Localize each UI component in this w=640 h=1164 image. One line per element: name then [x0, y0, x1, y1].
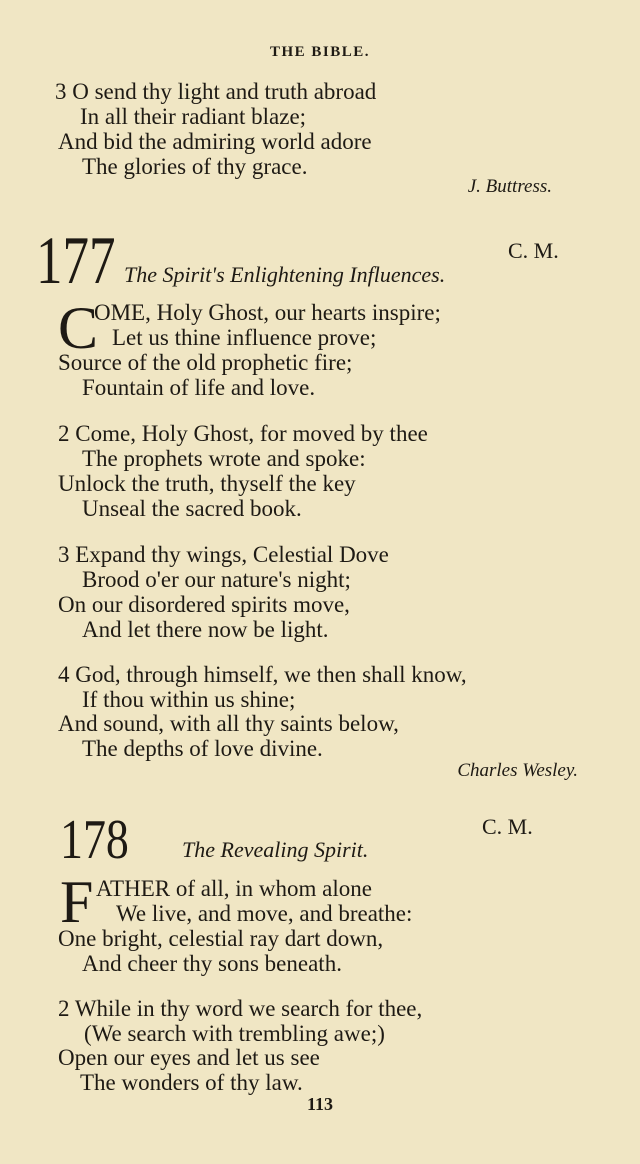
verse-line: And cheer thy sons beneath. [82, 951, 342, 976]
verse-line: Fountain of life and love. [82, 375, 316, 400]
verse-line: 2 Come, Holy Ghost, for moved by thee [58, 421, 428, 446]
verse-line: On our disordered spirits move, [58, 592, 350, 617]
verse-line: OME, Holy Ghost, our hearts inspire; [94, 300, 441, 325]
verse-line: The wonders of thy law. [80, 1070, 303, 1095]
verse-line: Source of the old prophetic fire; [58, 350, 353, 375]
verse-line: The prophets wrote and spoke: [82, 446, 366, 471]
verse-line: And sound, with all thy saints below, [58, 711, 399, 736]
verse-line: Let us thine influence prove; [112, 325, 377, 350]
verse-line: One bright, celestial ray dart down, [58, 926, 384, 951]
drop-cap: F [60, 869, 94, 935]
verse-line: And bid the admiring world adore [58, 129, 372, 154]
verse-line: 4 God, through himself, we then shall know, [58, 662, 467, 687]
verse-line: The depths of love divine. [82, 736, 323, 761]
hymn-number: 178 [60, 809, 129, 871]
drop-cap: C [58, 295, 99, 361]
verse-line: Open our eyes and let us see [58, 1045, 320, 1070]
verse-line: 3 O send thy light and truth abroad [55, 79, 377, 104]
verse-line: (We search with trembling awe;) [84, 1021, 385, 1046]
verse-line: Unseal the sacred book. [82, 496, 302, 521]
hymn-number: 177 [36, 222, 116, 298]
verse-line: ATHER of all, in whom alone [96, 876, 372, 901]
hymn-title: The Revealing Spirit. [182, 837, 369, 862]
running-head: THE BIBLE. [269, 44, 371, 60]
verse-line: 2 While in thy word we search for thee, [58, 996, 423, 1021]
verse-line: In all their radiant blaze; [80, 104, 307, 129]
author-attribution: J. Buttress. [467, 176, 552, 197]
verse-line: If thou within us shine; [82, 687, 296, 712]
verse-line: We live, and move, and breathe: [116, 901, 413, 926]
author-attribution: Charles Wesley. [457, 760, 578, 781]
page-number: 113 [306, 1094, 333, 1114]
verse-line: And let there now be light. [82, 617, 329, 642]
hymn-meter: C. M. [482, 814, 533, 839]
verse-line: 3 Expand thy wings, Celestial Dove [58, 542, 389, 567]
hymn-title: The Spirit's Enlightening Influences. [124, 262, 446, 287]
hymn-meter: C. M. [508, 238, 559, 263]
verse-line: The glories of thy grace. [82, 154, 308, 179]
verse-line: Brood o'er our nature's night; [82, 567, 351, 592]
verse-line: Unlock the truth, thyself the key [58, 471, 356, 496]
